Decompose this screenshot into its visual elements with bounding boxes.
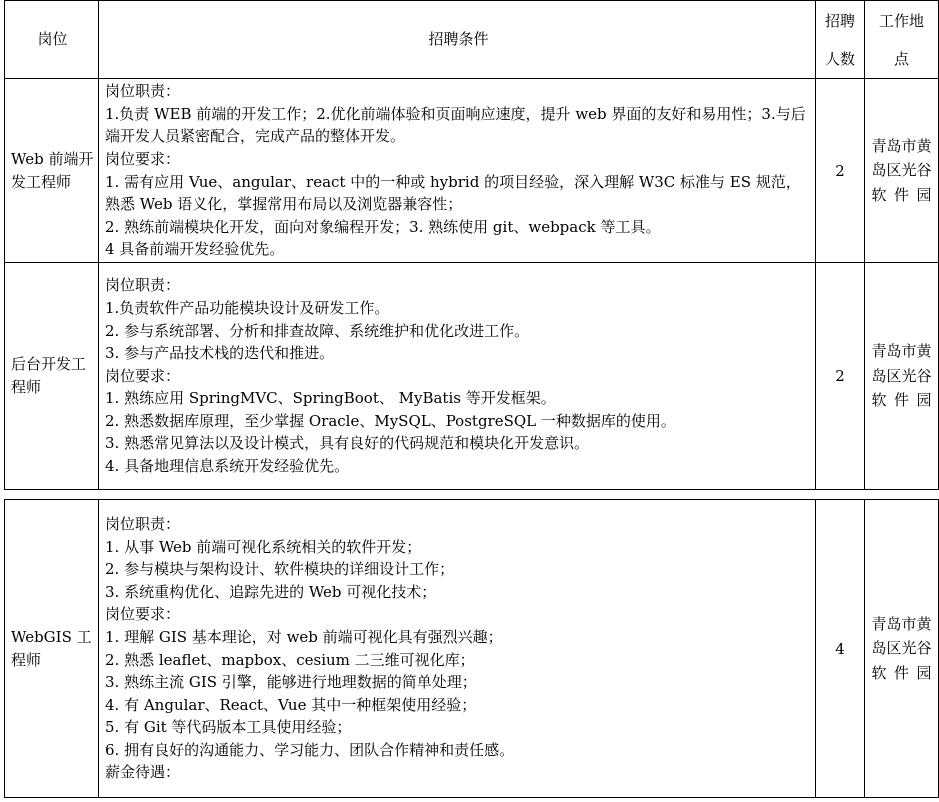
condition-line: 岗位要求： [105,605,181,624]
condition-line: 2. 熟练前端模块化开发，面向对象编程开发；3. 熟练使用 git、webpack 等工具。 [105,217,661,236]
condition-line: 岗位要求： [105,366,181,385]
condition-line: 5. 有 Git 等代码版本工具使用经验； [105,718,352,737]
job-location [865,263,939,490]
condition-line: 4. 具备地理信息系统开发经验优先。 [105,457,350,476]
condition-line: 岗位要求： [105,149,181,168]
job-conditions [99,79,816,263]
condition-line: 岗位职责： [105,276,181,295]
table-row [5,500,939,798]
condition-line: 2. 熟悉 leaflet、mapbox、cesium 二三维可视化库； [105,650,475,669]
condition-line: 6. 拥有良好的沟通能力、学习能力、团队合作精神和责任感。 [105,740,515,759]
job-title: Web 前端开发工程师 [5,79,99,263]
condition-line: 1. 从事 Web 前端可视化系统相关的软件开发； [105,537,422,556]
header-headcount-line2: 人数 [824,49,855,68]
header-requirements-text: 招聘条件 [428,30,489,49]
condition-line: 3. 参与产品技术栈的迭代和推进。 [105,344,335,363]
header-row [5,1,939,79]
header-headcount-line1: 招聘 [824,11,855,30]
condition-line: 3. 熟悉常见算法以及设计模式，具有良好的代码规范和模块化开发意识。 [105,434,590,453]
job-location-text: 青岛市黄岛区光谷软件园 [871,136,932,204]
job-headcount: 4 [816,500,865,798]
condition-line: 岗位职责： [105,514,181,533]
table-row [5,79,939,263]
condition-line: 薪金待遇： [105,763,181,782]
condition-line: 1. 需有应用 Vue、angular、react 中的一种或 hybrid 的项目经验，深入理解 W3C 标准与 ES 规范，熟悉 Web 语义化，掌握常用布局以及浏览器兼容性； [105,172,801,214]
page-break-spacer [5,490,939,500]
condition-line: 3. 系统重构优化、追踪先进的 Web 可视化技术； [105,582,437,601]
header-location-line2: 点 [893,49,909,68]
condition-line: 2. 参与系统部署、分析和排查故障、系统维护和优化改进工作。 [105,321,530,340]
condition-line: 1.负责软件产品功能模块设计及研发工作。 [105,298,390,317]
job-conditions [99,263,816,490]
condition-line: 3. 熟练主流 GIS 引擎，能够进行地理数据的简单处理； [105,673,477,692]
job-title: 后台开发工程师 [5,263,99,490]
recruitment-table [4,0,939,798]
job-location-text: 青岛市黄岛区光谷软件园 [871,614,932,682]
page-break-cell [5,490,939,500]
job-title: WebGIS 工程师 [5,500,99,798]
job-location-text: 青岛市黄岛区光谷软件园 [871,342,932,410]
header-position-text: 岗位 [37,30,68,48]
header-headcount [816,1,865,79]
header-position [5,1,99,79]
job-conditions [99,500,816,798]
condition-line: 岗位职责： [105,82,181,101]
condition-line: 4 具备前端开发经验优先。 [105,240,285,259]
header-location-line1: 工作地 [878,11,924,30]
header-requirements [99,1,816,79]
table-row [5,263,939,490]
job-headcount: 2 [816,263,865,490]
condition-line: 2. 熟悉数据库原理，至少掌握 Oracle、MySQL、PostgreSQL 一种数据库的使用。 [105,411,676,430]
job-location [865,79,939,263]
header-location [865,1,939,79]
condition-line: 1. 熟练应用 SpringMVC、SpringBoot、 MyBatis 等开发框架。 [105,389,556,408]
condition-line: 1.负责 WEB 前端的开发工作；2.优化前端体验和页面响应速度，提升 web 界面的友好和易用性；3.与后端开发人员紧密配合，完成产品的整体开发。 [105,104,806,146]
job-location [865,500,939,798]
job-headcount: 2 [816,79,865,263]
condition-line: 4. 有 Angular、React、Vue 其中一种框架使用经验； [105,695,477,714]
condition-line: 1. 理解 GIS 基本理论，对 web 前端可视化具有强烈兴趣； [105,627,503,646]
condition-line: 2. 参与模块与架构设计、软件模块的详细设计工作； [105,560,455,579]
